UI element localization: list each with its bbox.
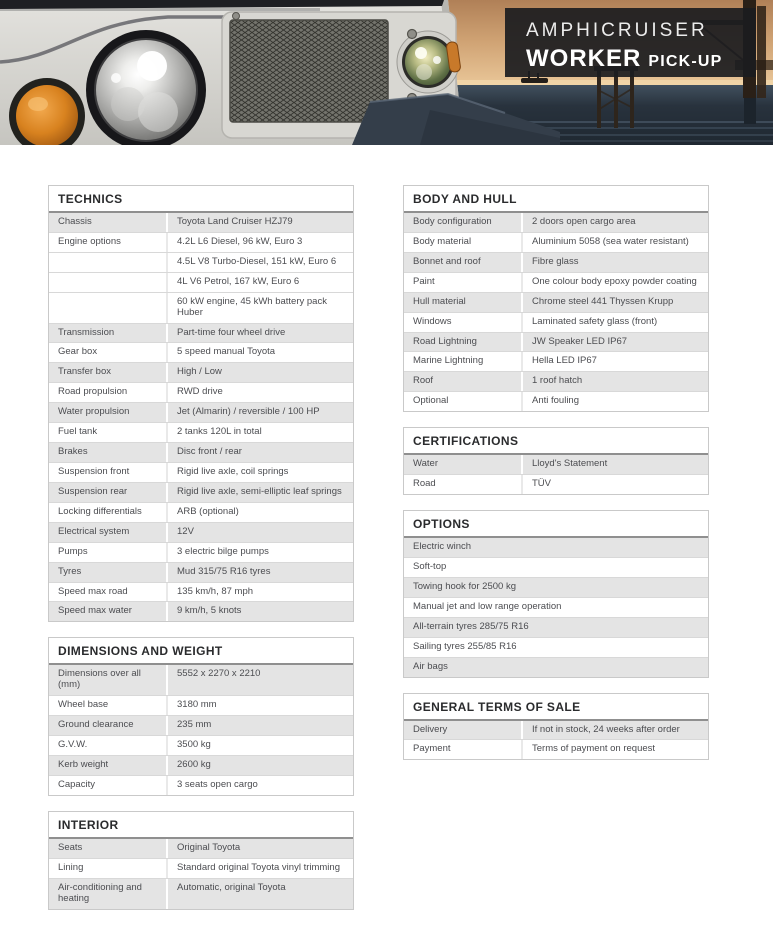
right-headlight-sparkle xyxy=(433,56,441,64)
spec-table-options xyxy=(403,510,709,677)
spec-label: Windows xyxy=(404,313,523,332)
spec-content xyxy=(0,145,773,925)
spec-label: Tyres xyxy=(49,563,168,582)
spec-row xyxy=(404,740,708,759)
spec-value: High / Low xyxy=(177,366,222,378)
spec-label: Road propulsion xyxy=(49,383,168,402)
spec-value: 2 tanks 120L in total xyxy=(177,426,262,438)
spec-row xyxy=(49,233,353,253)
spec-value: RWD drive xyxy=(177,386,223,398)
spec-label: Road xyxy=(404,475,523,494)
spec-row xyxy=(404,598,708,618)
spec-row xyxy=(49,503,353,523)
spec-value: Part-time four wheel drive xyxy=(177,326,286,338)
spec-value: 4.5L V8 Turbo-Diesel, 151 kW, Euro 6 xyxy=(177,255,337,267)
spec-row xyxy=(404,253,708,273)
spec-label: Payment xyxy=(404,740,523,759)
brand-title: AMPHICRUISER xyxy=(526,20,708,41)
spec-row xyxy=(404,372,708,392)
option-cell: Air bags xyxy=(413,660,448,672)
spec-table-dimensions-and-weight xyxy=(48,637,354,795)
spec-row xyxy=(49,273,353,293)
spec-value: 5 speed manual Toyota xyxy=(177,346,276,358)
spec-value: Anti fouling xyxy=(532,395,580,407)
spec-label xyxy=(49,293,168,323)
spec-label: Hull material xyxy=(404,293,523,312)
spec-row xyxy=(49,839,353,859)
frame-screw xyxy=(233,13,240,20)
spec-label: Pumps xyxy=(49,543,168,562)
spec-row xyxy=(49,443,353,463)
spec-label: Dimensions over all (mm) xyxy=(49,665,168,695)
spec-row xyxy=(49,363,353,383)
spec-label: Transmission xyxy=(49,324,168,343)
spec-value: Fibre glass xyxy=(532,255,579,267)
spec-row xyxy=(49,563,353,583)
spec-row xyxy=(49,213,353,233)
spec-value: Rigid live axle, coil springs xyxy=(177,465,289,477)
spec-value: TÜV xyxy=(532,478,551,490)
spec-row xyxy=(404,475,708,494)
spec-label: Seats xyxy=(49,839,168,858)
spec-label: Roof xyxy=(404,372,523,391)
spec-label: Suspension front xyxy=(49,463,168,482)
spec-row xyxy=(404,213,708,233)
spec-value: Automatic, original Toyota xyxy=(177,881,286,893)
spec-label: Wheel base xyxy=(49,696,168,715)
spec-value: Disc front / rear xyxy=(177,446,242,458)
spec-row xyxy=(49,463,353,483)
section-title-dimensions-and-weight: DIMENSIONS AND WEIGHT xyxy=(49,638,353,665)
spec-column-right xyxy=(403,185,709,925)
spec-value: Mud 315/75 R16 tyres xyxy=(177,565,271,577)
spec-row xyxy=(404,658,708,677)
spec-label: Marine Lightning xyxy=(404,352,523,371)
spec-row xyxy=(404,618,708,638)
spec-row xyxy=(49,523,353,543)
spec-column-left xyxy=(48,185,354,925)
option-cell: Manual jet and low range operation xyxy=(413,600,562,612)
spec-value: Hella LED IP67 xyxy=(532,355,597,367)
spec-label: Suspension rear xyxy=(49,483,168,502)
spec-value: 60 kW engine, 45 kWh battery pack Huber xyxy=(177,295,327,318)
spec-value: 3500 kg xyxy=(177,739,211,751)
spec-value: 4L V6 Petrol, 167 kW, Euro 6 xyxy=(177,275,300,287)
spec-label: G.V.W. xyxy=(49,736,168,755)
main-headlight-sparkle xyxy=(111,73,121,83)
spec-value: 135 km/h, 87 mph xyxy=(177,585,254,597)
spec-row xyxy=(49,776,353,795)
spec-value: Rigid live axle, semi-elliptic leaf springs xyxy=(177,485,342,497)
spec-label: Body configuration xyxy=(404,213,523,232)
spec-label: Fuel tank xyxy=(49,423,168,442)
spec-table-body-and-hull xyxy=(403,185,709,412)
spec-label: Water propulsion xyxy=(49,403,168,422)
section-title-body-and-hull: BODY AND HULL xyxy=(404,186,708,213)
main-headlight-reflection xyxy=(138,92,178,132)
spec-label: Ground clearance xyxy=(49,716,168,735)
spec-row xyxy=(49,756,353,776)
model-variant: PICK-UP xyxy=(648,52,723,70)
spec-value: One colour body epoxy powder coating xyxy=(532,275,697,287)
frame-screw xyxy=(408,30,417,39)
spec-label xyxy=(49,253,168,272)
spec-row xyxy=(49,293,353,324)
cowl-shadow-soft xyxy=(0,8,320,11)
spec-row xyxy=(404,233,708,253)
option-cell: Sailing tyres 255/85 R16 xyxy=(413,640,517,652)
main-headlight-hotspot xyxy=(137,51,167,81)
spec-row xyxy=(404,538,708,558)
section-title-options: OPTIONS xyxy=(404,511,708,538)
spec-value: Jet (Almarin) / reversible / 100 HP xyxy=(177,406,320,418)
spec-value: 235 mm xyxy=(177,719,212,731)
model-title-box xyxy=(505,8,756,77)
option-cell: All-terrain tyres 285/75 R16 xyxy=(413,620,529,632)
spec-row xyxy=(49,602,353,621)
section-title-interior: INTERIOR xyxy=(49,812,353,839)
option-cell: Soft-top xyxy=(413,560,447,572)
spec-row xyxy=(49,483,353,503)
spec-value: 3180 mm xyxy=(177,699,217,711)
spec-row xyxy=(404,273,708,293)
spec-label: Capacity xyxy=(49,776,168,795)
spec-row xyxy=(404,313,708,333)
spec-label: Chassis xyxy=(49,213,168,232)
turn-signal-lens xyxy=(16,85,78,145)
turn-signal-highlight xyxy=(28,97,48,111)
spec-row xyxy=(404,558,708,578)
spec-label: Engine options xyxy=(49,233,168,252)
spec-table-certifications xyxy=(403,427,709,495)
spec-label: Speed max road xyxy=(49,583,168,602)
right-headlight-glow xyxy=(416,64,432,80)
spec-value: 9 km/h, 5 knots xyxy=(177,605,242,617)
section-title-certifications: CERTIFICATIONS xyxy=(404,428,708,455)
spec-label: Speed max water xyxy=(49,602,168,621)
spec-row xyxy=(404,333,708,353)
spec-row xyxy=(49,736,353,756)
spec-value: 12V xyxy=(177,525,194,537)
spec-table-interior xyxy=(48,811,354,910)
spec-row xyxy=(49,343,353,363)
spec-table-technics xyxy=(48,185,354,622)
spec-value: 3 electric bilge pumps xyxy=(177,545,269,557)
spec-label: Body material xyxy=(404,233,523,252)
spec-row xyxy=(49,716,353,736)
spec-label: Gear box xyxy=(49,343,168,362)
spec-row xyxy=(404,293,708,313)
spec-value: If not in stock, 24 weeks after order xyxy=(532,723,680,735)
spec-row xyxy=(404,352,708,372)
spec-value: 2 doors open cargo area xyxy=(532,216,636,227)
spec-label: Transfer box xyxy=(49,363,168,382)
spec-row xyxy=(49,543,353,563)
spec-row xyxy=(49,859,353,879)
spec-row xyxy=(49,665,353,696)
spec-label: Delivery xyxy=(404,721,523,740)
spec-row xyxy=(404,638,708,658)
model-title xyxy=(526,45,756,73)
right-headlight-hotspot xyxy=(415,47,427,59)
section-title-general-terms-of-sale: GENERAL TERMS OF SALE xyxy=(404,694,708,721)
spec-row xyxy=(404,455,708,475)
spec-row xyxy=(49,253,353,273)
spec-value: Laminated safety glass (front) xyxy=(532,315,658,327)
spec-value: 1 roof hatch xyxy=(532,375,583,387)
spec-label: Electrical system xyxy=(49,523,168,542)
spec-value: 5552 x 2270 x 2210 xyxy=(177,668,261,680)
model-name: WORKER xyxy=(526,44,642,72)
spec-value: 3 seats open cargo xyxy=(177,778,258,790)
grille-mesh xyxy=(230,20,388,122)
spec-value: Terms of payment on request xyxy=(532,743,656,755)
spec-label: Water xyxy=(404,455,523,474)
spec-label: Road Lightning xyxy=(404,333,523,352)
spec-value: JW Speaker LED IP67 xyxy=(532,335,628,347)
section-title-technics: TECHNICS xyxy=(49,186,353,213)
spec-label: Locking differentials xyxy=(49,503,168,522)
spec-row xyxy=(404,721,708,741)
spec-label: Optional xyxy=(404,392,523,411)
spec-row xyxy=(49,696,353,716)
spec-value: Original Toyota xyxy=(177,841,241,853)
spec-row xyxy=(49,879,353,909)
spec-value: ARB (optional) xyxy=(177,505,239,517)
spec-row xyxy=(49,423,353,443)
spec-row xyxy=(404,392,708,411)
spec-label: Brakes xyxy=(49,443,168,462)
spec-row xyxy=(49,324,353,344)
spec-label: Bonnet and roof xyxy=(404,253,523,272)
hero-photo xyxy=(0,0,773,145)
spec-value: Aluminium 5058 (sea water resistant) xyxy=(532,235,689,247)
spec-value: Standard original Toyota vinyl trimming xyxy=(177,861,340,873)
spec-label: Kerb weight xyxy=(49,756,168,775)
spec-label: Air-conditioning and heating xyxy=(49,879,168,909)
spec-row xyxy=(404,578,708,598)
spec-value: Toyota Land Cruiser HZJ79 xyxy=(177,216,293,227)
spec-label: Paint xyxy=(404,273,523,292)
spec-label xyxy=(49,273,168,292)
spec-label: Lining xyxy=(49,859,168,878)
spec-row xyxy=(49,583,353,603)
spec-value: 2600 kg xyxy=(177,758,211,770)
spec-value: 4.2L L6 Diesel, 96 kW, Euro 3 xyxy=(177,235,303,247)
spec-table-general-terms-of-sale xyxy=(403,693,709,761)
spec-value: Lloyd's Statement xyxy=(532,458,608,470)
spec-row xyxy=(49,403,353,423)
spec-row xyxy=(49,383,353,403)
spec-value: Chrome steel 441 Thyssen Krupp xyxy=(532,295,674,307)
option-cell: Electric winch xyxy=(413,541,472,553)
option-cell: Towing hook for 2500 kg xyxy=(413,580,516,592)
